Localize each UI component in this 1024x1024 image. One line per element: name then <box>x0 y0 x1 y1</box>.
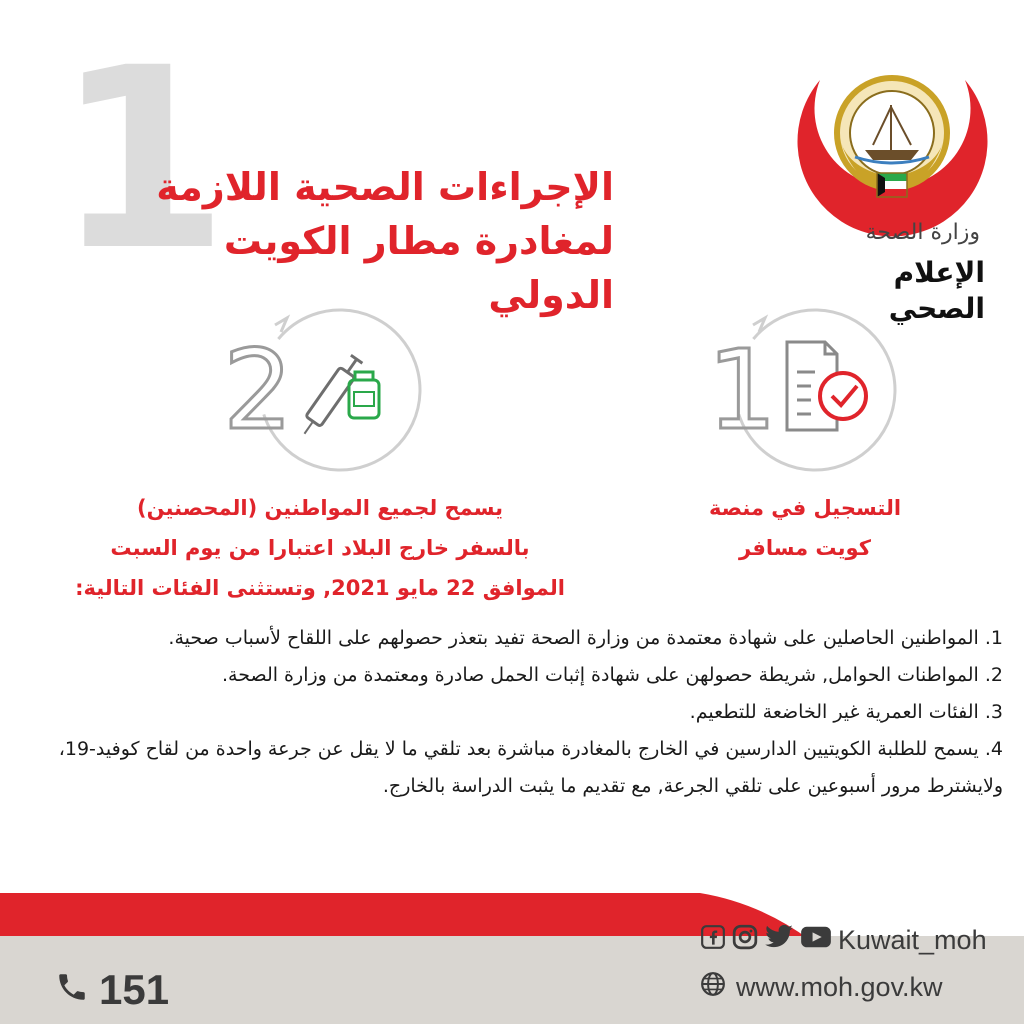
step-1-caption-line-2: كويت مسافر <box>739 536 871 560</box>
social-links <box>700 920 987 960</box>
checklist-icon <box>787 342 866 430</box>
title-line-2: لمغادرة مطار الكويت الدولي <box>223 219 614 317</box>
big-step-number: 1 <box>55 14 229 305</box>
vaccine-icon <box>297 354 379 439</box>
step-1-caption-line-1: التسجيل في منصة <box>708 496 902 520</box>
social-handle[interactable]: Kuwait_moh <box>838 924 987 955</box>
step-2-graphic <box>215 300 425 480</box>
instagram-icon[interactable] <box>732 924 758 957</box>
step-2-caption-line-2: بالسفر خارج البلاد اعتبارا من يوم السبت <box>110 536 530 560</box>
phone-icon <box>55 966 89 1014</box>
list-item: 3. الفئات العمرية غير الخاضعة للتطعيم. <box>689 701 1003 723</box>
step-1-caption <box>690 488 920 568</box>
ministry-logo <box>795 45 990 240</box>
ministry-name: وزارة الصحة <box>865 220 980 245</box>
step-1-number: 1 <box>707 326 777 454</box>
exceptions-list <box>28 620 1003 805</box>
twitter-icon[interactable] <box>764 924 794 957</box>
list-item: 4. يسمح للطلبة الكويتيين الدارسين في الخارج بالمغادرة مباشرة بعد تلقي ما لا يقل عن جرعة واحدة من لقاح كوفيد-19، ولايشترط مرور أسبوعين على تلقي الجرعة, مع تقديم ما يثبت الدراسة بالخارج. <box>58 738 1003 797</box>
step-2-caption-line-1: يسمح لجميع المواطنين (المحصنين) <box>137 496 503 520</box>
website-url[interactable]: www.moh.gov.kw <box>736 971 943 1002</box>
step-2-number: 2 <box>223 326 293 454</box>
hotline-number: 151 <box>99 966 170 1013</box>
page-title <box>94 160 614 322</box>
list-item: 2. المواطنات الحوامل, شريطة حصولهن على شهادة إثبات الحمل صادرة ومعتمدة من وزارة الصحة. <box>221 664 1003 686</box>
website-link[interactable] <box>700 967 943 1007</box>
facebook-icon[interactable] <box>700 924 726 957</box>
hotline[interactable] <box>55 960 169 1020</box>
globe-icon <box>700 971 726 1004</box>
list-item: 1. المواطنين الحاصلين على شهادة معتمدة من وزارة الصحة تفيد بتعذر حصولهم على اللقاح لأسباب صحية. <box>168 627 1003 649</box>
step-2-caption-line-3: الموافق 22 مايو 2021, وتستثنى الفئات التالية: <box>75 576 565 600</box>
step-2-caption <box>60 488 580 608</box>
department-name: الإعلام الصحي <box>888 256 985 325</box>
youtube-icon[interactable] <box>800 924 832 957</box>
step-1-graphic <box>705 300 915 480</box>
title-line-1: الإجراءات الصحية اللازمة <box>156 165 614 209</box>
